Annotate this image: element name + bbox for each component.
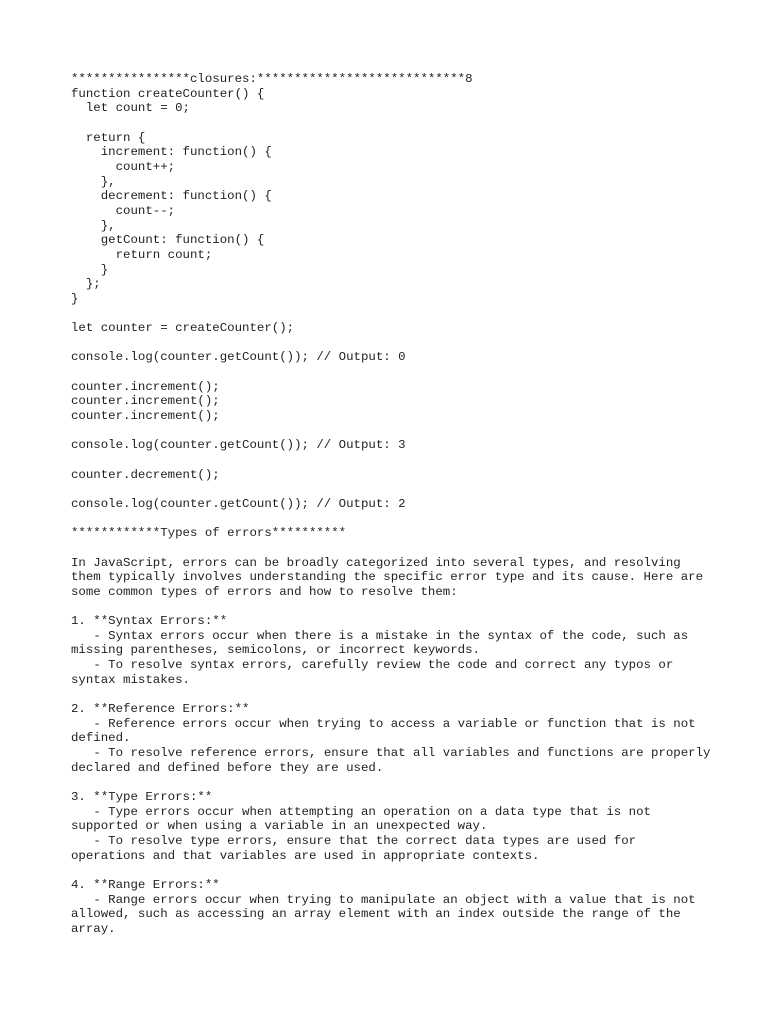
code-line: console.log(counter.getCount()); // Output: 0 — [71, 350, 406, 365]
error-type-point: - To resolve syntax errors, carefully review the code and correct any typos or syntax mistakes. — [71, 658, 681, 687]
blank-line — [71, 863, 711, 878]
code-line: count++; — [71, 159, 176, 174]
code-line — [71, 116, 711, 131]
errors-header: ************Types of errors********** — [71, 526, 347, 541]
code-line: return { — [71, 130, 146, 145]
error-type-point: - Range errors occur when trying to manipulate an object with a value that is not allowed, such as accessing an array element with an index outside the range of the array. — [71, 892, 704, 936]
code-line: console.log(counter.getCount()); // Output: 2 — [71, 496, 406, 511]
code-line: function createCounter() { — [71, 86, 265, 101]
error-type-section — [71, 702, 718, 775]
code-line: console.log(counter.getCount()); // Output: 3 — [71, 438, 406, 453]
error-type-heading: 2. **Reference Errors:** — [71, 702, 250, 717]
code-line: increment: function() { — [71, 145, 272, 160]
error-type-section — [71, 878, 711, 937]
closures-header: ****************closures:****************************8 — [71, 72, 473, 86]
code-line: let count = 0; — [71, 101, 190, 116]
blank-line — [71, 541, 711, 556]
error-type-point: - Reference errors occur when trying to access a variable or function that is not defined. — [71, 716, 704, 746]
code-line — [71, 306, 711, 321]
error-type-heading: 1. **Syntax Errors:** — [71, 614, 228, 629]
code-line: counter.decrement(); — [71, 467, 220, 482]
intro-paragraph: In JavaScript, errors can be broadly categorized into several types, and resolving them typically involves understanding the specific error type and its cause. Here are some common types of errors and how to resolve them: — [71, 555, 711, 599]
blank-line — [71, 599, 711, 614]
code-line: } — [71, 291, 79, 306]
blank-line — [71, 775, 711, 790]
error-type-point: - Type errors occur when attempting an operation on a data type that is not supported or when using a variable in an unexpected way. — [71, 804, 659, 834]
error-type-point: - Syntax errors occur when there is a mistake in the syntax of the code, such as missing parentheses, semicolons, or incorrect keywords. — [71, 628, 696, 658]
code-line: getCount: function() { — [71, 233, 265, 248]
code-line: counter.increment(); — [71, 409, 220, 424]
error-type-section — [71, 790, 711, 863]
code-line — [71, 482, 711, 497]
code-line: let counter = createCounter(); — [71, 321, 295, 336]
code-line — [71, 336, 711, 351]
code-block — [71, 87, 711, 512]
error-type-point: - To resolve reference errors, ensure that all variables and functions are properly declared and defined before they are used. — [71, 746, 718, 775]
code-line: }; — [71, 277, 101, 292]
error-type-point: - To resolve type errors, ensure that the correct data types are used for operations and that variables are used in appropriate contexts. — [71, 833, 644, 863]
blank-line — [71, 687, 711, 702]
code-line: decrement: function() { — [71, 189, 272, 204]
error-type-heading: 3. **Type Errors:** — [71, 789, 213, 804]
code-line: count--; — [71, 203, 176, 218]
document-page — [71, 72, 718, 937]
code-line: } — [71, 262, 109, 277]
error-type-section — [71, 614, 711, 687]
code-line: return count; — [71, 247, 213, 262]
code-line — [71, 453, 711, 468]
code-line: }, — [71, 174, 116, 189]
code-line: }, — [71, 218, 116, 233]
code-line — [71, 365, 711, 380]
code-line: counter.increment(); — [71, 379, 220, 394]
error-type-heading: 4. **Range Errors:** — [71, 877, 220, 892]
code-line — [71, 424, 711, 439]
code-line: counter.increment(); — [71, 394, 220, 409]
blank-line — [71, 512, 711, 527]
